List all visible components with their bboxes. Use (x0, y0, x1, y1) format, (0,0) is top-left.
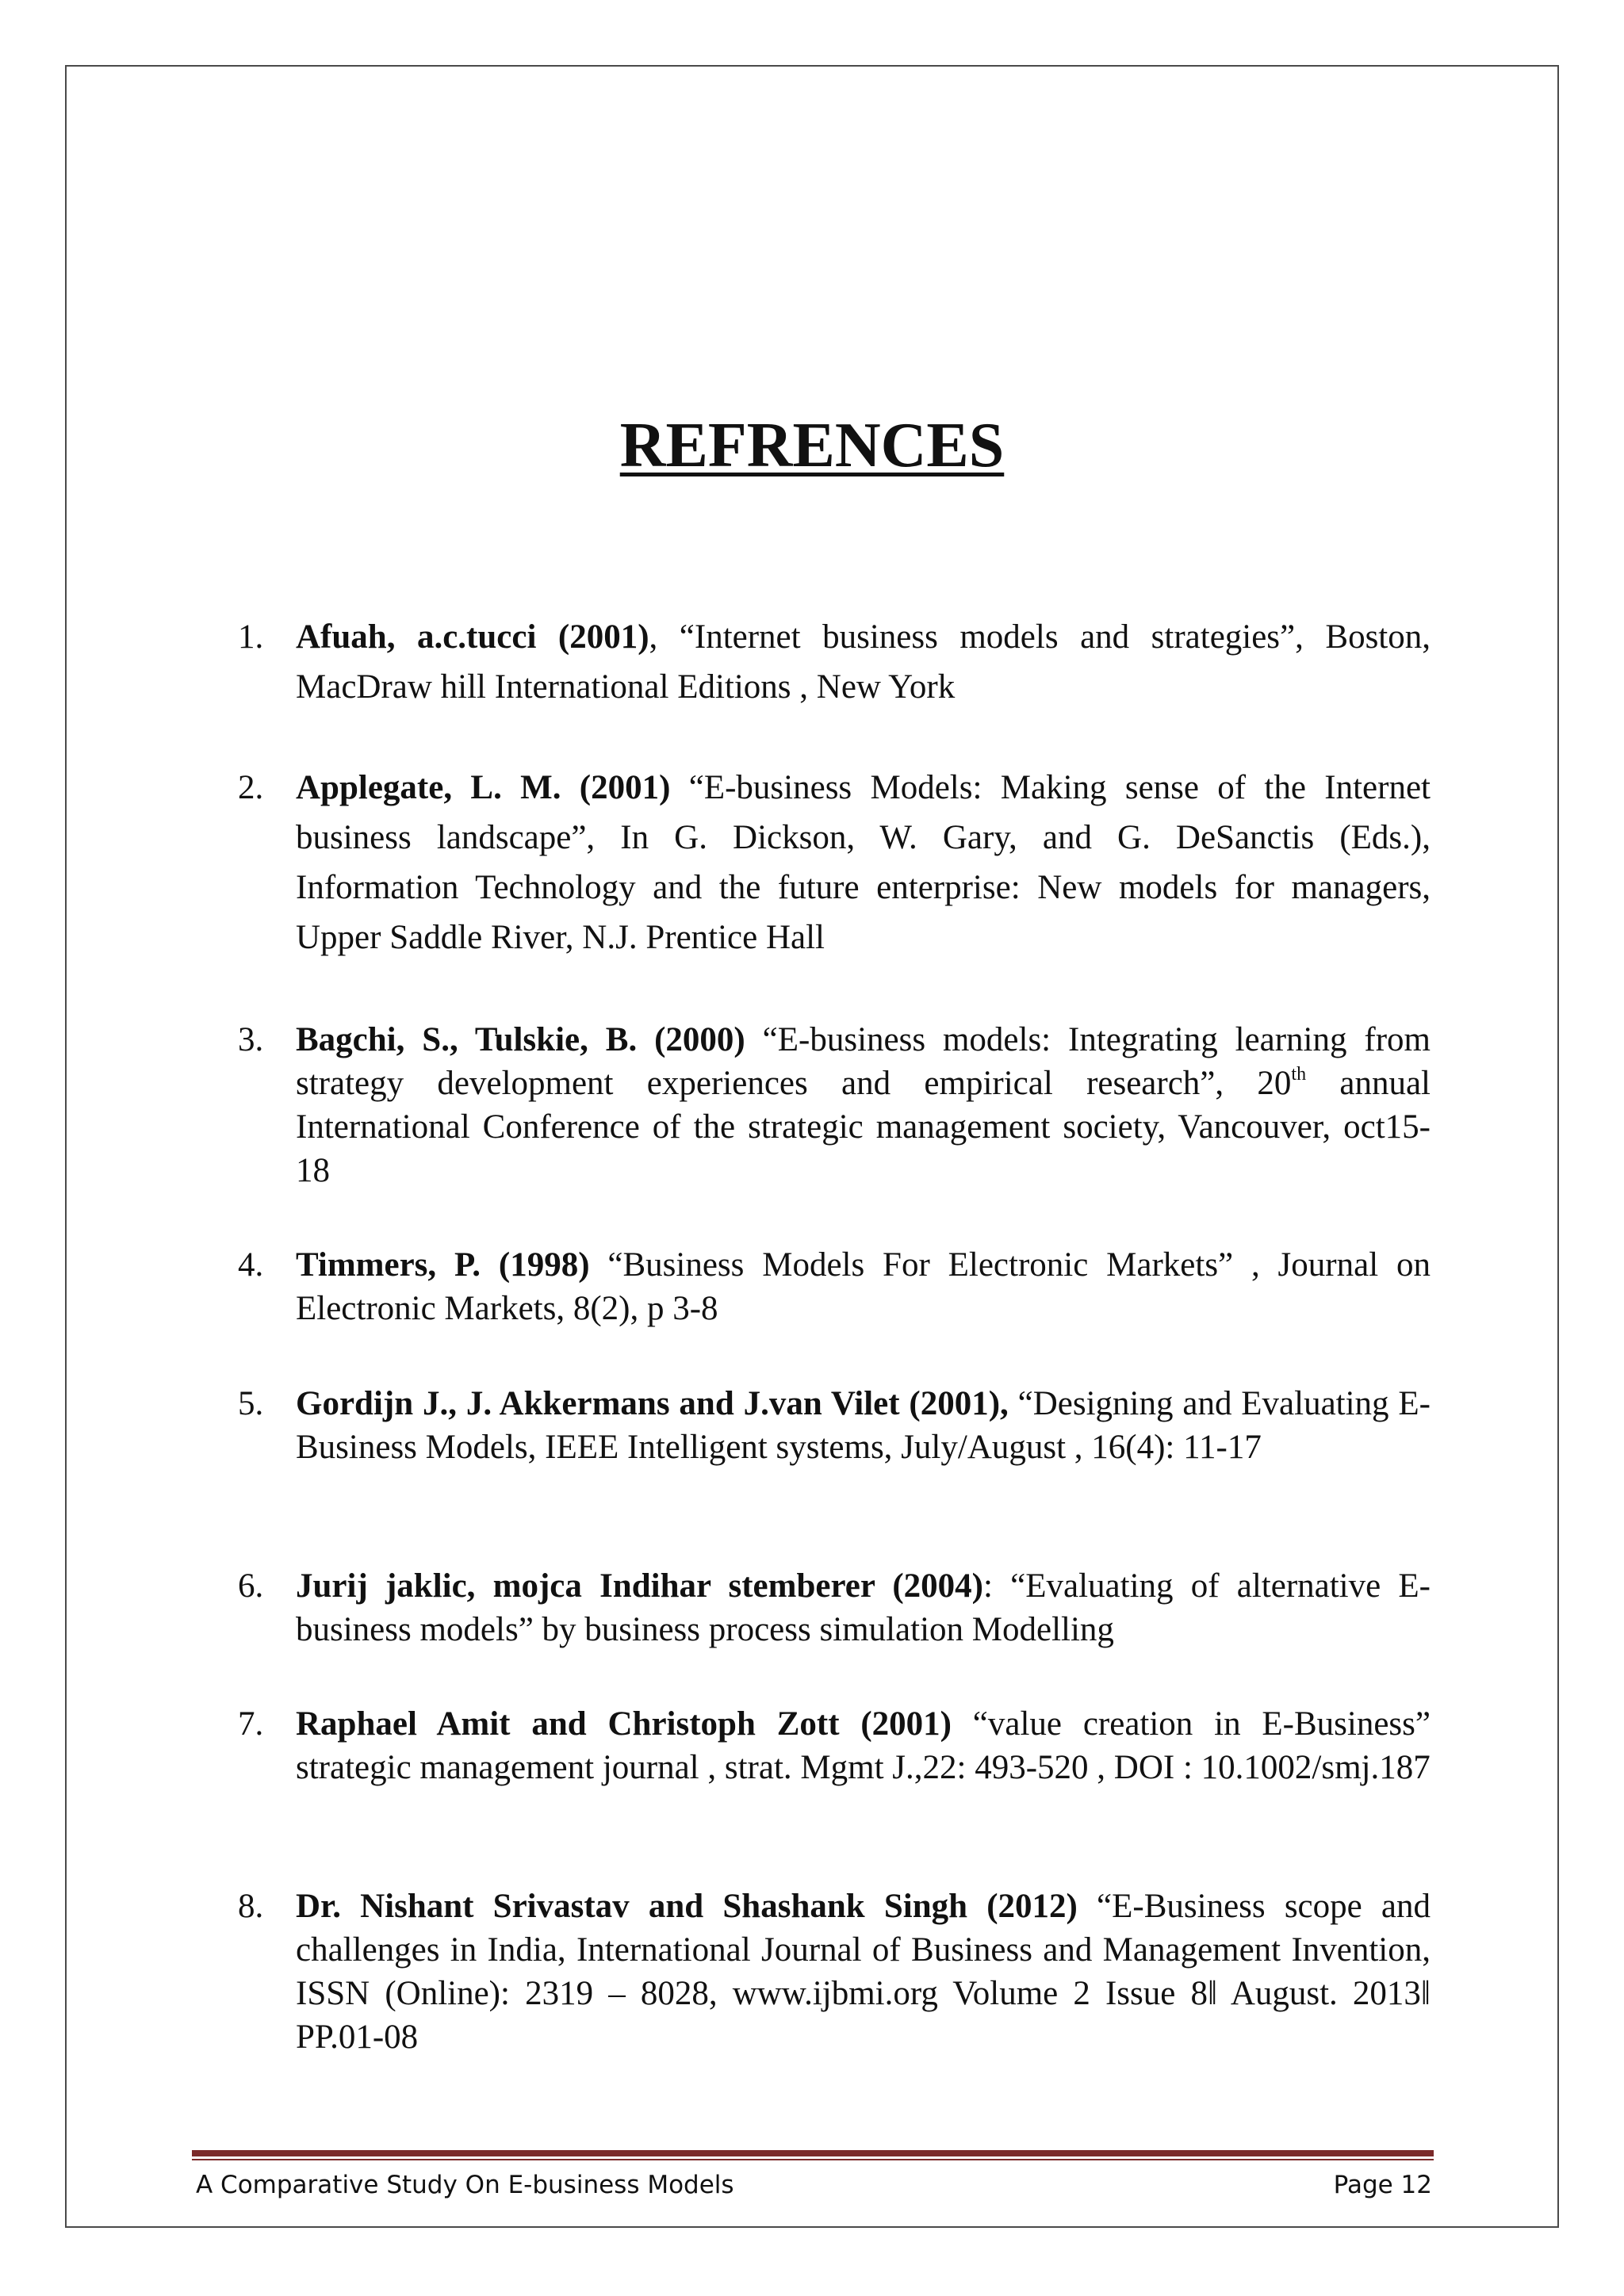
reference-authors: Timmers, P. (1998) (296, 1246, 590, 1284)
reference-item-7 (238, 1702, 1431, 1789)
reference-authors: Gordijn J., J. Akkermans and J.van Vilet (2001), (296, 1385, 1009, 1422)
page-title-text: REFRENCES (619, 410, 1005, 480)
reference-authors: Bagchi, S., Tulskie, B. (2000) (296, 1021, 745, 1058)
reference-number: 3. (238, 1021, 264, 1058)
reference-item-1 (238, 612, 1431, 712)
reference-text: : “Evaluating of alternative E-business models” by business process simulation Modelling (296, 1567, 1431, 1648)
footer-rule-thin (192, 2159, 1434, 2160)
reference-text: “E-business Models: Making sense of the Internet business landscape”, In G. Dickson, W. Gary, and G. DeSanctis (Eds.), Information Technology and the future enterprise: New models for managers, Upper Saddle River, N.J. Prentice Hall (296, 769, 1431, 956)
reference-number: 4. (238, 1246, 264, 1284)
reference-number: 6. (238, 1567, 264, 1605)
reference-number: 1. (238, 618, 264, 656)
reference-text: “value creation in E-Business” strategic management journal , strat. Mgmt J.,22: 493-520 , DOI : 10.1002/smj.187 (296, 1705, 1431, 1786)
reference-text: “Designing and Evaluating E-Business Models, IEEE Intelligent systems, July/August , 16(4): 11-17 (296, 1385, 1431, 1466)
reference-text-continued: annual International Conference of the strategic management society, Vancouver, oct15-18 (296, 1065, 1431, 1189)
reference-item-6 (238, 1564, 1431, 1651)
reference-item-2 (238, 763, 1431, 962)
reference-number: 2. (238, 769, 264, 806)
footer-rule-thick (192, 2150, 1434, 2156)
reference-number: 5. (238, 1385, 264, 1422)
footer-page-number: Page 12 (1333, 2171, 1432, 2199)
reference-item-3 (238, 1018, 1431, 1192)
reference-text: , “Internet business models and strategies”, Boston, MacDraw hill International Editions , New York (296, 618, 1431, 706)
reference-superscript: th (1291, 1064, 1307, 1085)
footer-document-title: A Comparative Study On E-business Models (196, 2171, 734, 2199)
reference-number: 8. (238, 1888, 264, 1925)
reference-authors: Applegate, L. M. (2001) (296, 769, 671, 806)
reference-text: “E-Business scope and challenges in India, International Journal of Business and Management Invention, ISSN (Online): 2319 – 8028, www.ijbmi.org Volume 2 Issue 8‖ August. 2013‖ PP.01-08 (296, 1888, 1431, 2056)
page-title (0, 406, 1624, 485)
reference-item-4 (238, 1243, 1431, 1330)
reference-text: “E-business models: Integrating learning from strategy development experiences and empirical research”, 20 (296, 1021, 1431, 1102)
reference-number: 7. (238, 1705, 264, 1743)
reference-item-5 (238, 1382, 1431, 1469)
reference-authors: Jurij jaklic, mojca Indihar stemberer (2004) (296, 1567, 984, 1605)
reference-authors: Raphael Amit and Christoph Zott (2001) (296, 1705, 952, 1743)
reference-text: “Business Models For Electronic Markets” , Journal on Electronic Markets, 8(2), p 3-8 (296, 1246, 1431, 1327)
reference-item-8 (238, 1885, 1431, 2059)
reference-authors: Dr. Nishant Srivastav and Shashank Singh (2012) (296, 1888, 1078, 1925)
reference-authors: Afuah, a.c.tucci (2001) (296, 618, 649, 656)
